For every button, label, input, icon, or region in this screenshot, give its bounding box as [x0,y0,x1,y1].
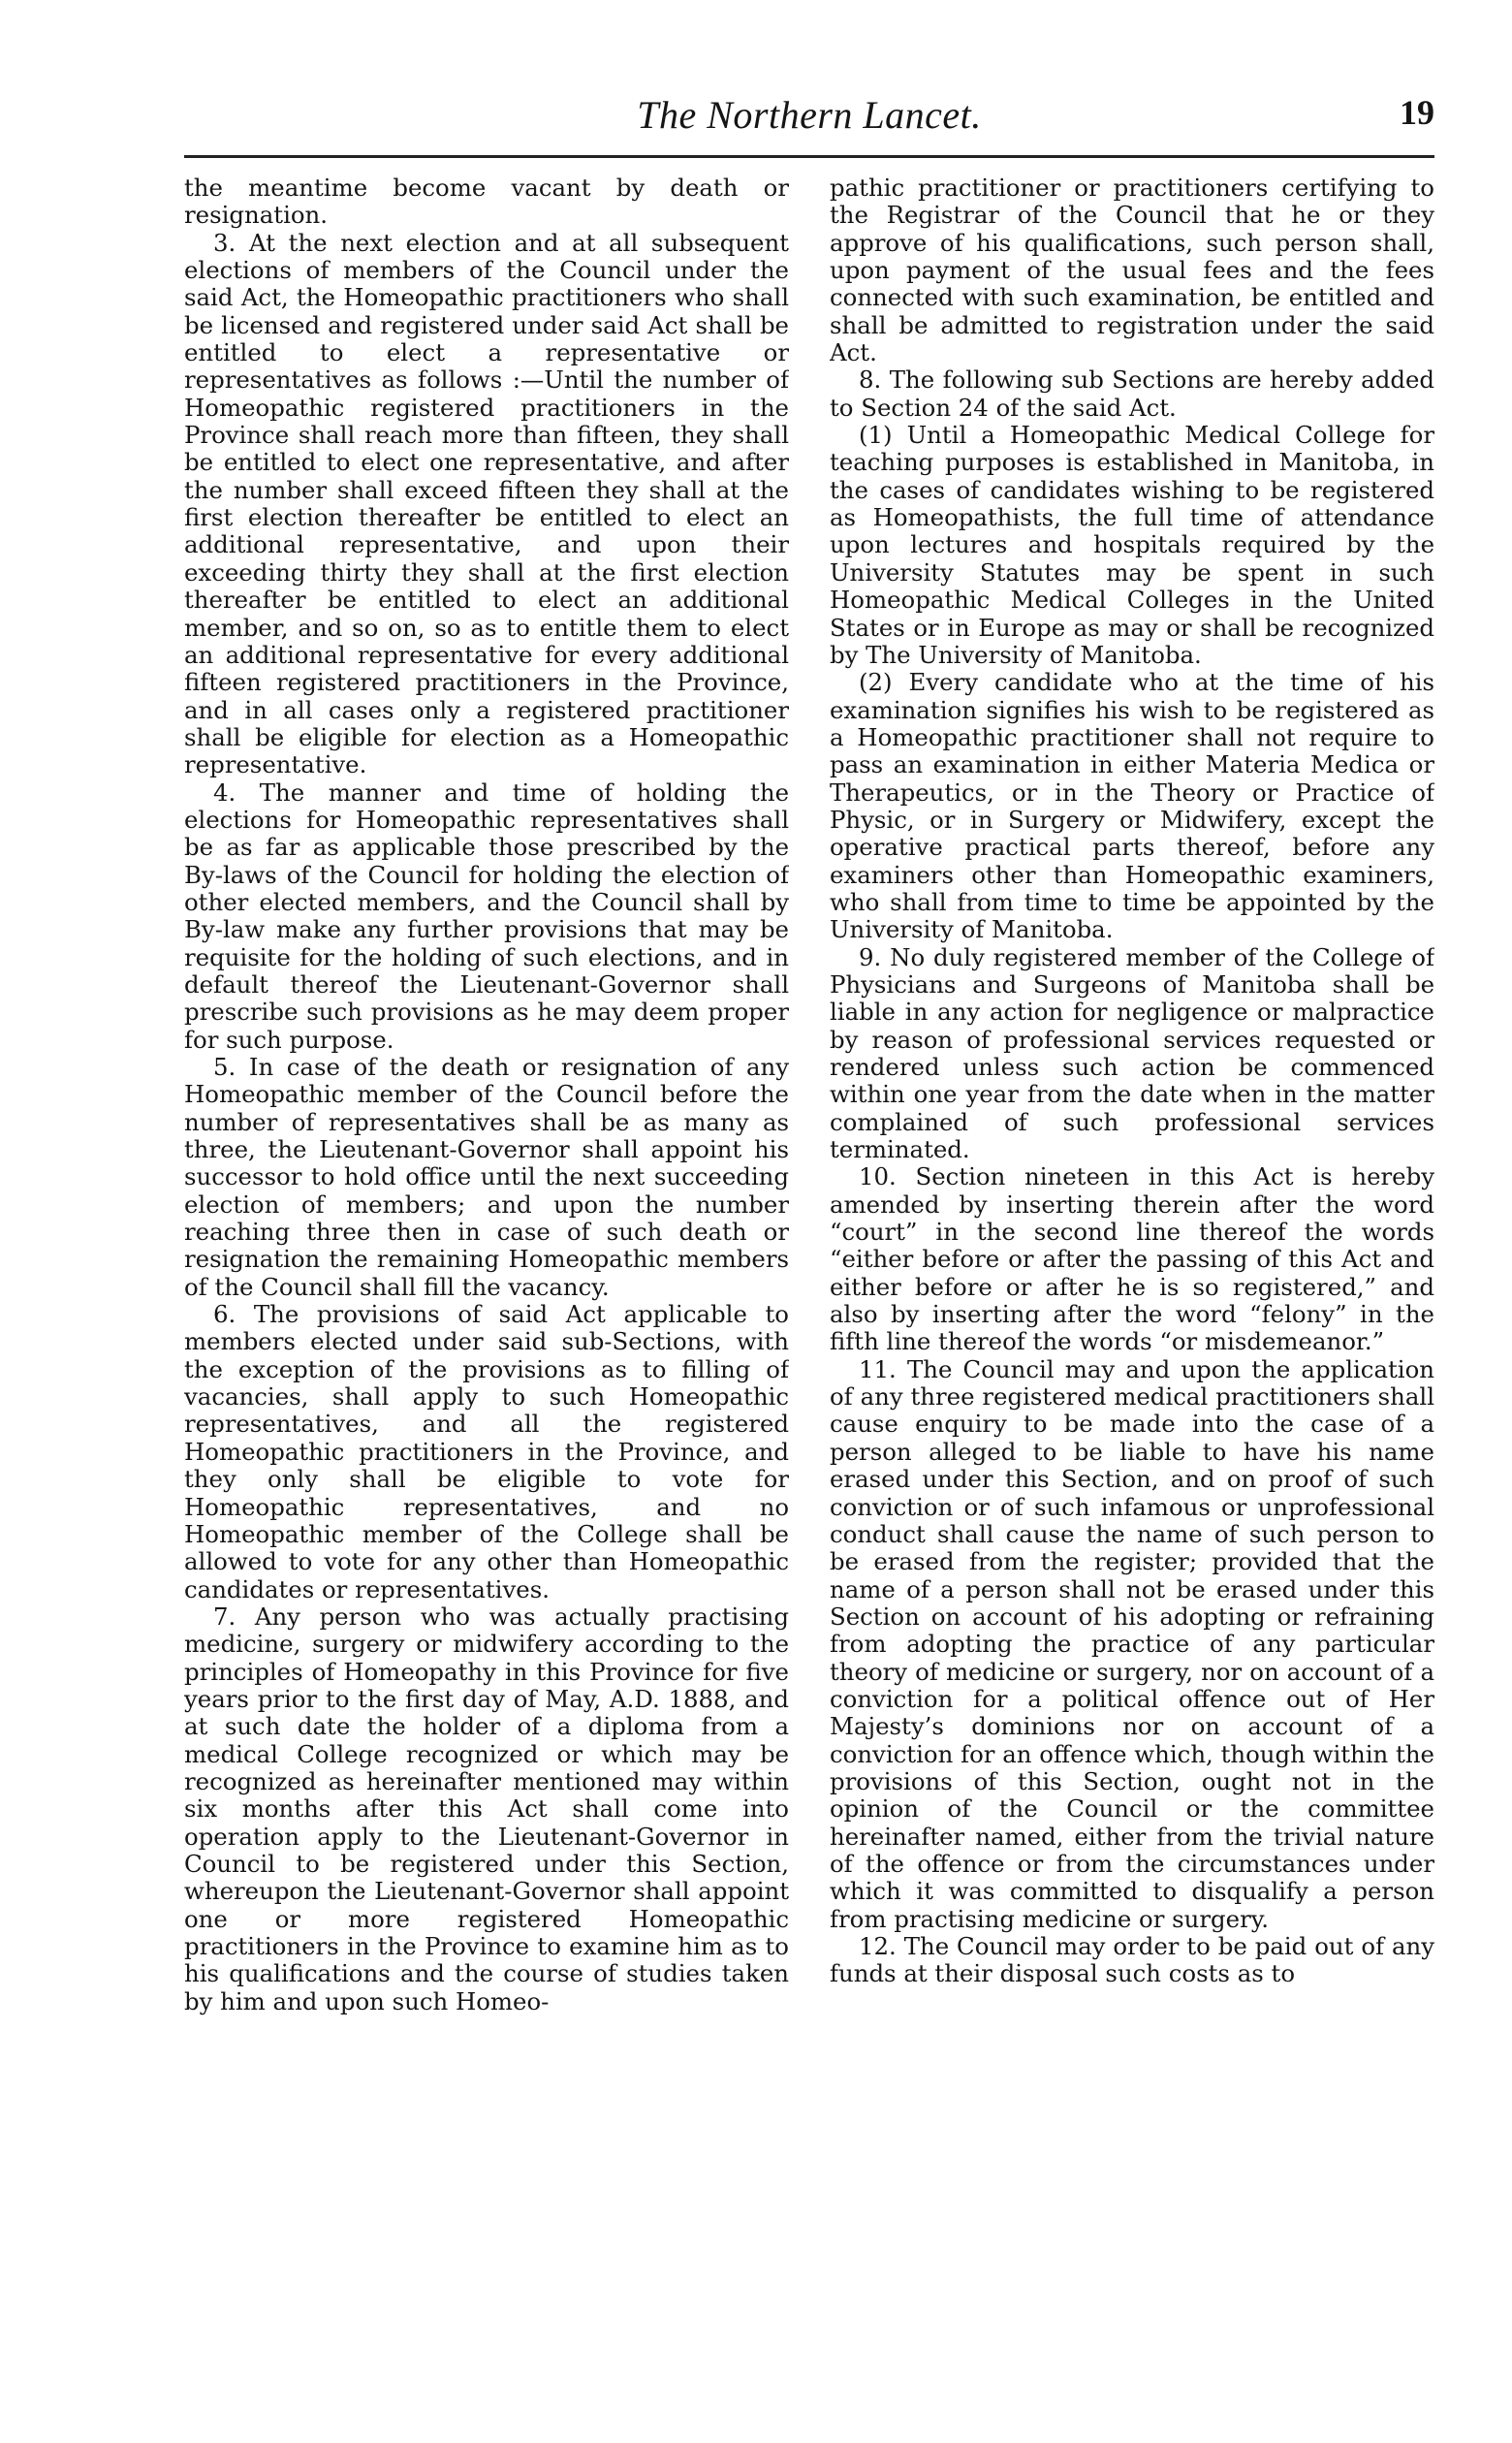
paragraph: 8. The following sub Sections are hereby added to Section 24 of the said Act. [830,365,1434,422]
paragraph: 11. The Council may and upon the application of any three registered medical practitioners shall cause enquiry to be made into the case of a person alleged to be liable to have his name erased under this Section, and on proof of such conviction or of such infamous or unprofessional conduct shall cause the name of such person to be erased from the register; provided that the name of a person shall not be erased under this Section on account of his adopting or refraining from adopting the practice of any particular theory of medicine or surgery, nor on account of a conviction for a political offence out of Her Majesty’s dominions nor on account of a conviction for an offence which, though within the provisions of this Section, ought not in the opinion of the Council or the committee hereinafter named, either from the trivial nature of the offence or from the circumstances under which it was committed to disqualify a person from practising medicine or surgery. [830,1354,1434,1933]
right-column [830,174,1434,2395]
paragraph: 3. At the next election and at all subsequent elections of members of the Council under the said Act, the Homeopathic practitioners who shall be licensed and registered under said Act shall be entitled to elect a representative or representatives as follows :—Until the number of Homeopathic registered practitioners in the Province shall reach more than fifteen, they shall be entitled to elect one representative, and after the number shall exceed fifteen they shall at the first election thereafter be entitled to elect an additional representative, and upon their exceeding thirty they shall at the first election thereafter be entitled to elect an additional member, and so on, so as to entitle them to elect an additional representative for every additional fifteen registered practitioners in the Province, and in all cases only a registered practitioner shall be eligible for election as a Homeopathic representative. [184,228,789,779]
paragraph: (2) Every candidate who at the time of his examination signifies his wish to be registered as a Homeopathic practitioner shall not require to pass an examination in either Materia Medica or Therapeutics, or in the Theory or Practice of Physic, or in Surgery or Midwifery, except the operative practical parts thereof, before any examiners other than Homeopathic examiners, who shall from time to time be appointed by the University of Manitoba. [830,668,1434,944]
paragraph: (1) Until a Homeopathic Medical College for teaching purposes is established in Manitoba, in the cases of candidates wishing to be registered as Homeopathists, the full time of attendance upon lectures and hospitals required by the University Statutes may be spent in such Homeopathic Medical Colleges in the United States or in Europe as may or shall be recognized by The University of Manitoba. [830,421,1434,669]
paragraph: 5. In case of the death or resignation of any Homeopathic member of the Council before the number of representatives shall be as many as three, the Lieutenant-Governor shall appoint his successor to hold office until the next succeeding election of members; and upon the number reaching three then in case of such death or resignation the remaining Homeopathic members of the Council shall fill the vacancy. [184,1053,789,1301]
paragraph: 4. The manner and time of holding the elections for Homeopathic representatives shall be as far as applicable those prescribed by the By-laws of the Council for holding the election of other elected members, and the Council shall by By-law make any further provisions that may be requisite for the holding of such elections, and in default thereof the Lieutenant-Governor shall prescribe such provisions as he may deem proper for such purpose. [184,777,789,1054]
paragraph: 6. The provisions of said Act applicable to members elected under said sub-Sections, with the exception of the provisions as to filling of vacancies, shall apply to such Homeopathic representatives, and all the registered Homeopathic practitioners in the Province, and they only shall be eligible to vote for Homeopathic representatives, and no Homeopathic member of the College shall be allowed to vote for any other than Homeopathic candidates or representatives. [184,1300,789,1603]
paragraph: 7. Any person who was actually practising medicine, surgery or midwifery according to the principles of Homeopathy in this Province for five years prior to the first day of May, A.D. 1888, and at such date the holder of a diploma from a medical College recognized or which may be recognized as hereinafter mentioned may within six months after this Act shall come into operation apply to the Lieutenant-Governor in Council to be registered under this Section, whereupon the Lieutenant-Governor shall appoint one or more registered Homeopathic practitioners in the Province to examine him as to his qualifications and the course of studies taken by him and upon such Homeo- [184,1602,789,2015]
paragraph: 10. Section nineteen in this Act is hereby amended by inserting therein after the word “court” in the second line thereof the words “either before or after the passing of this Act and either before or after he is so registered,” and also by inserting after the word “felony” in the fifth line thereof the words “or misdemeanor.” [830,1162,1434,1356]
paragraph: 12. The Council may order to be paid out of any funds at their disposal such costs as to [830,1932,1434,1988]
running-title: The Northern Lancet. [637,93,982,137]
paragraph: the meantime become vacant by death or resignation. [184,174,789,230]
paragraph: 9. No duly registered member of the College of Physicians and Surgeons of Manitoba shall be liable in any action for negligence or malpractice by reason of professional services requested or rendered unless such action be commenced within one year from the date when in the matter complained of such professional services terminated. [830,942,1434,1164]
page-number: 19 [1400,93,1434,132]
page-header [184,92,1434,150]
header-rule [184,155,1434,158]
left-column [184,174,789,2395]
paragraph: pathic practitioner or practitioners certifying to the Registrar of the Council that he or they approve of his qualifications, such person shall, upon payment of the usual fees and the fees connected with such examination, be entitled and shall be admitted to registration under the said Act. [830,174,1434,367]
